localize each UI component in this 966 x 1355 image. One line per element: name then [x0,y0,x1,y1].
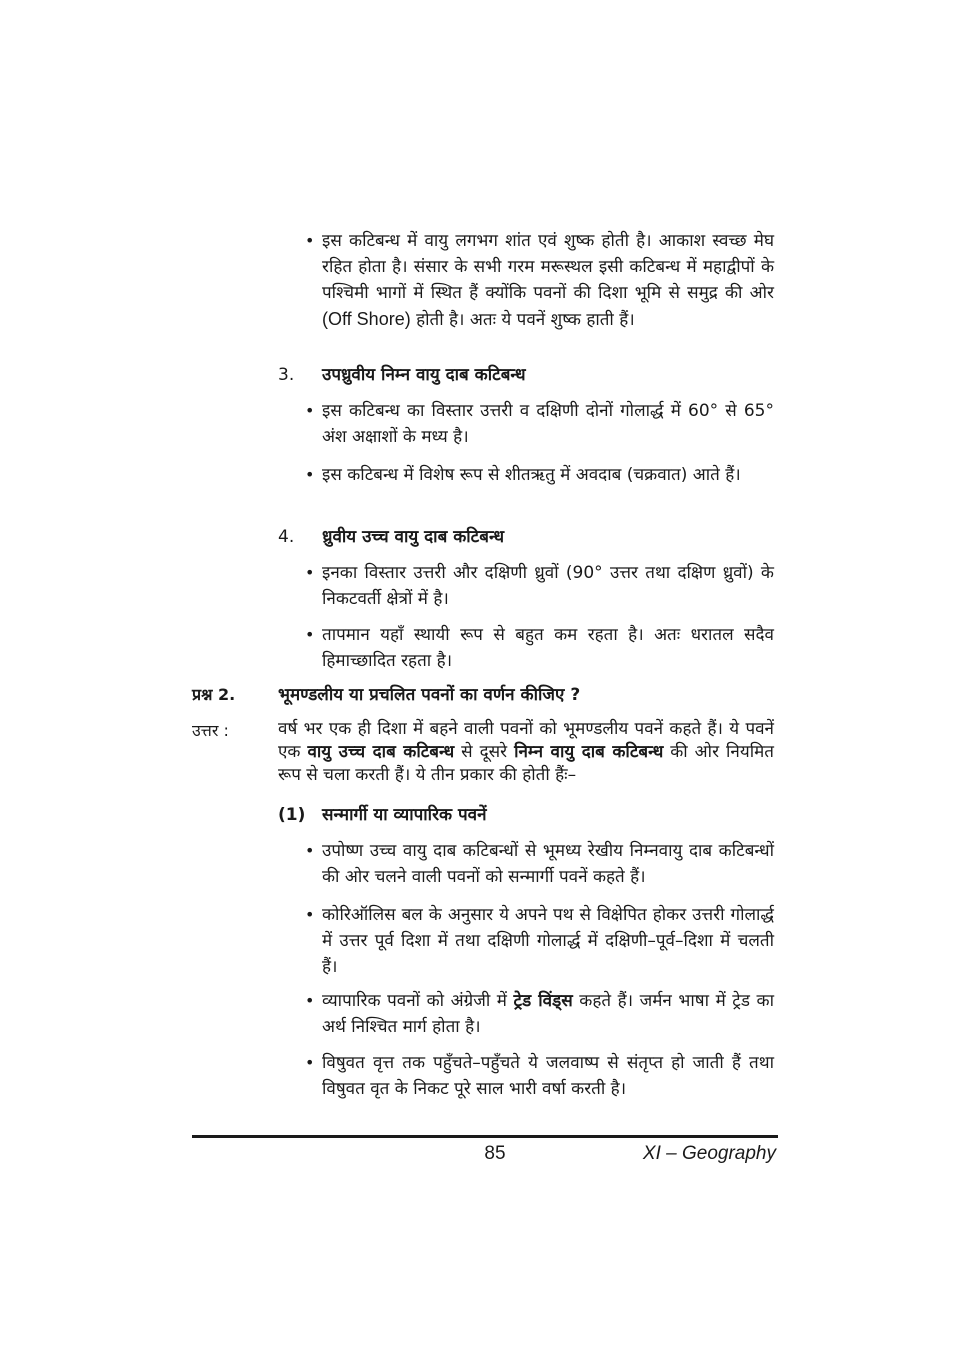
bullet-dot: • [305,905,315,924]
section-4-heading [278,524,504,550]
intro-text-after: होती है। अतः ये पवनें शुष्क हाती हैं। [410,310,635,330]
subsection-1-bullet-1 [305,838,774,890]
section-3-bullet-2 [305,462,774,488]
section-3-title: उपध्रुवीय निम्न वायु दाब कटिबन्ध [322,365,526,385]
bullet-text: कोरिऑलिस बल के अनुसार ये अपने पथ से विक्षेपित होकर उत्तरी गोलार्द्ध में उत्तर पूर्व दिशा में तथा दक्षिणी गोलार्द्ध में दक्षिणी–पूर्व–दिशा में चलती हैं। [322,905,774,977]
section-3-heading [278,362,526,388]
subsection-1-bullet-3 [305,988,774,1040]
bullet-dot: • [305,841,315,860]
page-number: 85 [484,1143,506,1164]
section-3-bullet-1 [305,398,774,450]
section-4-title: ध्रुवीय उच्च वायु दाब कटिबन्ध [322,527,505,547]
subsection-1-bullet-4 [305,1050,774,1102]
answer-text [278,718,774,787]
trade-text-before: व्यापारिक पवनों को अंग्रेजी में [322,991,514,1011]
bullet-text: विषुवत वृत्त तक पहुँचते–पहुँचते ये जलवाष्प से संतृप्त हो जाती हैं तथा विषुवत वृत के निकट पूरे साल भारी वर्षा करती है। [322,1053,774,1099]
bullet-text: इनका विस्तार उत्तरी और दक्षिणी ध्रुवों (90° उत्तर तथा दक्षिण ध्रुवों) के निकटवर्ती क्षेत्रों में है। [322,563,774,609]
trade-winds-term: ट्रेड विंड्स [513,991,573,1011]
bullet-dot: • [305,401,315,420]
subsection-1-bullet-2 [305,902,774,980]
answer-bold-2: निम्न वायु दाब कटिबन्ध [514,742,664,762]
answer-bold-1: वायु उच्च दाब कटिबन्ध [307,742,455,762]
bullet-text: उपोष्ण उच्च वायु दाब कटिबन्धों से भूमध्य रेखीय निम्नवायु दाब कटिबन्धों की ओर चलने वाली पवनों को सन्मार्गी पवनें कहते हैं। [322,841,774,887]
bullet-dot: • [305,625,315,644]
intro-bullet [305,228,774,333]
bullet-dot: • [305,1053,315,1072]
bullet-text: इस कटिबन्ध में विशेष रूप से शीतऋतु में अवदाब (चक्रवात) आते हैं। [322,465,741,485]
bullet-text: तापमान यहाँ स्थायी रूप से बहुत कम रहता है। अतः धरातल सदैव हिमाच्छादित रहता है। [322,625,774,671]
footer-rule [192,1135,778,1138]
intro-text-before: इस कटिबन्ध में वायु लगभग शांत एवं शुष्क होती है। आकाश स्वच्छ मेघ रहित होता है। संसार के सभी गरम मरूस्थल इसी कटिबन्ध में महाद्वीपों के पश्चिमी भागों में स्थित हैं क्योंकि पवनों की दिशा भूमि से समुद्र की ओर [322,231,774,303]
section-4-bullet-1 [305,560,774,612]
answer-part-3: की ओर नियमित रूप से चला करती हैं। ये तीन प्रकार की होती हैंः– [278,742,774,785]
question-label: प्रश्न 2. [192,685,236,704]
section-3-number: 3. [278,365,295,385]
subject-label: XI – Geography [642,1143,776,1164]
bullet-dot: • [305,991,315,1010]
bullet-dot: • [305,563,315,582]
answer-label: उत्तर : [192,721,229,740]
bullet-dot: • [305,231,315,250]
bullet-text: इस कटिबन्ध का विस्तार उत्तरी व दक्षिणी दोनों गोलार्द्ध में 60° से 65° अंश अक्षाशों के मध्य है। [322,401,774,447]
subsection-1-heading [278,802,487,828]
trade-text-after: कहते हैं। जर्मन भाषा में ट्रेड का अर्थ निश्चित मार्ग होता है। [322,991,774,1037]
question-text: भूमण्डलीय या प्रचलित पवनों का वर्णन कीजिए ? [278,685,581,705]
offshore-term: (Off Shore) [322,309,411,329]
subsection-1-title: सन्मार्गी या व्यापारिक पवनें [322,805,487,825]
subsection-1-number: (1) [278,805,306,825]
answer-part-2: से दूसरे [454,742,515,762]
section-4-number: 4. [278,527,295,547]
section-4-bullet-2 [305,622,774,674]
answer-part-1: वर्ष भर एक ही दिशा में बहने वाली पवनों को भूमण्डलीय पवनें कहते हैं। ये पवनें एक [278,719,774,762]
bullet-dot: • [305,465,315,484]
